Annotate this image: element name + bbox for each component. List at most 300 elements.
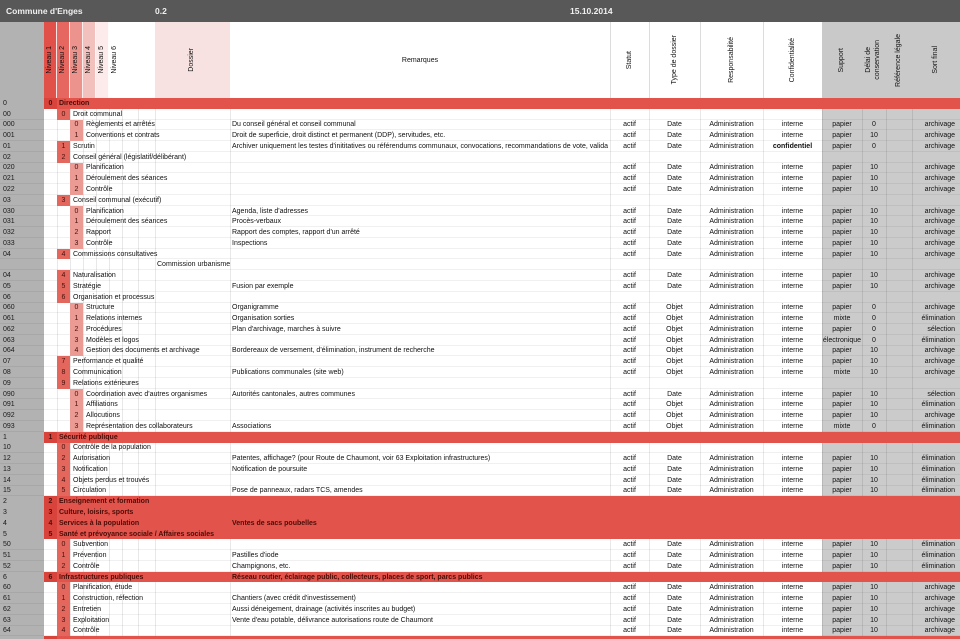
responsabilite-cell[interactable]: Administration [709, 186, 754, 193]
remark-cell[interactable]: Notification de poursuite [232, 465, 308, 473]
delai-conservation-cell[interactable]: 10 [870, 595, 878, 603]
dossier-title-cell[interactable]: Exploitation [73, 616, 110, 624]
niveau-2-number-cell[interactable]: 4 [57, 475, 70, 486]
type-dossier-cell[interactable]: Date [667, 465, 682, 473]
sort-final-cell[interactable]: élimination [921, 315, 955, 323]
delai-conservation-cell[interactable]: 10 [870, 584, 878, 592]
niveau-2-number-cell[interactable]: 7 [57, 356, 70, 367]
confidentialite-cell[interactable]: interne [781, 250, 804, 258]
delai-conservation-cell[interactable]: 10 [870, 627, 878, 635]
sort-final-cell[interactable] [912, 152, 958, 163]
niveau-2-number-cell[interactable]: 8 [57, 367, 70, 378]
type-dossier-cell[interactable] [649, 378, 700, 389]
responsabilite-cell[interactable]: Administration [709, 390, 754, 398]
row-code-cell[interactable]: 04 [3, 272, 11, 280]
row-code-cell[interactable]: 51 [3, 552, 11, 560]
row-code-cell[interactable]: 5 [3, 530, 7, 538]
niveau-2-number-cell[interactable]: 4 [57, 270, 70, 281]
row-code-cell[interactable]: 030 [3, 207, 15, 215]
confidentialite-cell[interactable]: interne [781, 541, 804, 549]
responsabilite-cell[interactable]: Administration [709, 465, 754, 473]
type-dossier-cell[interactable]: Date [667, 272, 682, 280]
niveau-3-number-cell[interactable]: 2 [70, 227, 83, 238]
niveau-2-number-cell[interactable]: 5 [57, 486, 70, 497]
confidentialite-cell[interactable] [763, 195, 822, 206]
reference-legale-cell[interactable] [886, 313, 912, 324]
dossier-title-cell[interactable]: Contrôle [86, 186, 113, 193]
sort-final-cell[interactable] [912, 378, 958, 389]
support-cell[interactable]: papier [832, 272, 852, 280]
type-dossier-cell[interactable] [649, 443, 700, 454]
row-code-cell[interactable]: 062 [3, 325, 15, 333]
sort-final-cell[interactable]: archivage [924, 239, 955, 247]
remark-cell[interactable]: Ventes de sacs poubelles [232, 519, 317, 527]
support-cell[interactable]: papier [832, 595, 852, 603]
dossier-title-cell[interactable]: Objets perdus et trouvés [73, 476, 150, 484]
dossier-title-cell[interactable]: Construction, réfection [73, 595, 144, 603]
delai-conservation-cell[interactable]: 10 [870, 562, 878, 570]
sort-final-cell[interactable]: archivage [924, 121, 955, 129]
statut-cell[interactable]: actif [623, 605, 636, 613]
confidentialite-cell[interactable]: interne [781, 121, 804, 129]
sort-final-cell[interactable]: archivage [924, 272, 955, 280]
support-cell[interactable]: papier [832, 541, 852, 549]
support-cell[interactable]: papier [832, 465, 852, 473]
type-dossier-cell[interactable]: Objet [666, 358, 683, 366]
sort-final-cell[interactable]: archivage [924, 347, 955, 355]
reference-legale-cell[interactable] [886, 130, 912, 141]
niveau-2-number-cell[interactable]: 2 [57, 561, 70, 572]
delai-conservation-cell[interactable] [862, 378, 886, 389]
remark-cell[interactable]: Plan d'archivage, marches à suivre [232, 325, 341, 333]
row-code-cell[interactable] [0, 259, 44, 270]
type-dossier-cell[interactable]: Objet [666, 422, 683, 430]
statut-cell[interactable]: actif [623, 121, 636, 129]
niveau-3-number-cell[interactable]: 2 [70, 184, 83, 195]
statut-cell[interactable]: actif [623, 132, 636, 140]
support-cell[interactable]: papier [832, 616, 852, 624]
support-cell[interactable]: papier [832, 282, 852, 290]
responsabilite-cell[interactable]: Administration [709, 627, 754, 635]
niveau-2-number-cell[interactable]: 2 [57, 152, 70, 163]
sort-final-cell[interactable]: archivage [924, 132, 955, 140]
responsabilite-cell[interactable]: Administration [709, 239, 754, 247]
delai-conservation-cell[interactable]: 10 [870, 282, 878, 290]
row-code-cell[interactable]: 0 [3, 99, 7, 107]
delai-conservation-cell[interactable]: 0 [872, 315, 876, 323]
confidentialite-cell[interactable]: interne [781, 487, 804, 495]
type-dossier-cell[interactable]: Date [667, 552, 682, 560]
reference-legale-cell[interactable] [886, 281, 912, 292]
reference-legale-cell[interactable] [886, 324, 912, 335]
type-dossier-cell[interactable] [649, 195, 700, 206]
type-dossier-cell[interactable]: Date [667, 207, 682, 215]
dossier-title-cell[interactable]: Prévention [73, 552, 107, 560]
statut-cell[interactable]: actif [623, 186, 636, 193]
confidentialite-cell[interactable]: interne [781, 218, 804, 226]
statut-cell[interactable]: actif [623, 229, 636, 237]
remark-cell[interactable]: Champignons, etc. [232, 562, 291, 570]
sort-final-cell[interactable]: élimination [921, 455, 955, 463]
statut-cell[interactable]: actif [623, 455, 636, 463]
sort-final-cell[interactable]: élimination [921, 422, 955, 430]
sort-final-cell[interactable]: élimination [921, 476, 955, 484]
niveau-1-number-cell[interactable]: 3 [44, 507, 57, 518]
dossier-title-cell[interactable]: Planification [86, 164, 124, 172]
row-code-cell[interactable]: 06 [3, 293, 11, 301]
reference-legale-cell[interactable] [886, 410, 912, 421]
support-cell[interactable]: papier [832, 627, 852, 635]
confidentialite-cell[interactable]: interne [781, 412, 804, 420]
row-code-cell[interactable]: 060 [3, 304, 15, 312]
confidentialite-cell[interactable]: interne [781, 369, 804, 377]
row-code-cell[interactable]: 61 [3, 595, 11, 603]
remark-cell[interactable]: Procès-verbaux [232, 218, 282, 226]
delai-conservation-cell[interactable]: 10 [870, 347, 878, 355]
reference-legale-cell[interactable] [886, 453, 912, 464]
type-dossier-cell[interactable]: Date [667, 121, 682, 129]
confidentialite-cell[interactable] [763, 109, 822, 120]
confidentialite-cell[interactable]: interne [781, 315, 804, 323]
sort-final-cell[interactable]: archivage [924, 186, 955, 193]
statut-cell[interactable] [610, 152, 649, 163]
confidentialite-cell[interactable]: interne [781, 304, 804, 312]
niveau-1-number-cell[interactable]: 4 [44, 518, 57, 529]
niveau-2-number-cell[interactable]: 0 [57, 582, 70, 593]
statut-cell[interactable] [610, 378, 649, 389]
type-dossier-cell[interactable]: Date [667, 175, 682, 183]
remark-cell[interactable]: Organisation sorties [232, 315, 295, 323]
responsabilite-cell[interactable] [700, 443, 763, 454]
statut-cell[interactable]: actif [623, 164, 636, 172]
responsabilite-cell[interactable] [700, 259, 763, 270]
niveau-1-number-cell[interactable]: 6 [44, 572, 57, 583]
niveau-2-number-cell[interactable]: 1 [57, 550, 70, 561]
row-code-cell[interactable]: 000 [3, 121, 15, 129]
sort-final-cell[interactable]: sélection [927, 390, 955, 398]
row-code-cell[interactable]: 15 [3, 487, 11, 495]
delai-conservation-cell[interactable]: 10 [870, 239, 878, 247]
dossier-title-cell[interactable]: Culture, loisirs, sports [59, 508, 134, 516]
row-code-cell[interactable]: 62 [3, 605, 11, 613]
remark-cell[interactable]: Vente d'eau potable, délivrance autorisations route de Chaumont [232, 616, 433, 624]
dossier-title-cell[interactable]: Relations internes [86, 315, 143, 323]
confidentialite-cell[interactable]: interne [781, 347, 804, 355]
row-code-cell[interactable]: 3 [3, 508, 7, 516]
delai-conservation-cell[interactable]: 10 [870, 552, 878, 560]
support-cell[interactable] [822, 292, 862, 303]
responsabilite-cell[interactable]: Administration [709, 605, 754, 613]
reference-legale-cell[interactable] [886, 539, 912, 550]
dossier-title-cell[interactable]: Conseil communal (exécutif) [73, 196, 162, 204]
row-code-cell[interactable]: 063 [3, 336, 15, 344]
support-cell[interactable]: papier [832, 562, 852, 570]
remark-cell[interactable]: Autorités cantonales, autres communes [232, 390, 355, 398]
dossier-title-cell[interactable]: Procédures [86, 325, 122, 333]
confidentialite-cell[interactable]: interne [781, 422, 804, 430]
dossier-title-cell[interactable]: Affiliations [86, 401, 118, 409]
row-code-cell[interactable]: 60 [3, 584, 11, 592]
dossier-title-cell[interactable]: Conseil général (législatif/délibérant) [73, 153, 187, 161]
dossier-title-cell[interactable]: Contrôle [86, 239, 113, 247]
statut-cell[interactable]: actif [623, 552, 636, 560]
dossier-title-cell[interactable]: Performance et qualité [73, 358, 144, 366]
type-dossier-cell[interactable]: Date [667, 595, 682, 603]
reference-legale-cell[interactable] [886, 249, 912, 260]
responsabilite-cell[interactable]: Administration [709, 616, 754, 624]
row-code-cell[interactable]: 05 [3, 282, 11, 290]
type-dossier-cell[interactable]: Date [667, 250, 682, 258]
type-dossier-cell[interactable] [649, 259, 700, 270]
row-code-cell[interactable]: 090 [3, 390, 15, 398]
responsabilite-cell[interactable]: Administration [709, 304, 754, 312]
statut-cell[interactable]: actif [623, 358, 636, 366]
type-dossier-cell[interactable]: Objet [666, 325, 683, 333]
niveau-3-number-cell[interactable]: 0 [70, 120, 83, 131]
sort-final-cell[interactable] [912, 109, 958, 120]
confidentialite-cell[interactable]: interne [781, 605, 804, 613]
support-cell[interactable]: mixte [833, 369, 851, 377]
reference-legale-cell[interactable] [886, 378, 912, 389]
niveau-2-number-cell[interactable]: 1 [57, 593, 70, 604]
niveau-2-number-cell[interactable]: 2 [57, 604, 70, 615]
statut-cell[interactable]: actif [623, 325, 636, 333]
statut-cell[interactable]: actif [623, 595, 636, 603]
confidentialite-cell[interactable]: interne [781, 358, 804, 366]
sort-final-cell[interactable]: archivage [924, 627, 955, 635]
reference-legale-cell[interactable] [886, 206, 912, 217]
dossier-title-cell[interactable]: Autorisation [73, 455, 110, 463]
reference-legale-cell[interactable] [886, 163, 912, 174]
sort-final-cell[interactable]: archivage [924, 605, 955, 613]
support-cell[interactable]: papier [832, 325, 852, 333]
reference-legale-cell[interactable] [886, 464, 912, 475]
sort-final-cell[interactable] [912, 195, 958, 206]
type-dossier-cell[interactable]: Date [667, 164, 682, 172]
row-code-cell[interactable]: 020 [3, 164, 15, 172]
type-dossier-cell[interactable]: Date [667, 390, 682, 398]
row-code-cell[interactable]: 10 [3, 444, 11, 452]
reference-legale-cell[interactable] [886, 443, 912, 454]
row-code-cell[interactable]: 00 [3, 110, 11, 118]
dossier-title-cell[interactable]: Déroulement des séances [86, 218, 168, 226]
sort-final-cell[interactable]: archivage [924, 584, 955, 592]
niveau-3-number-cell[interactable]: 0 [70, 163, 83, 174]
niveau-2-number-cell[interactable]: 0 [57, 443, 70, 454]
type-dossier-cell[interactable]: Date [667, 239, 682, 247]
support-cell[interactable] [822, 152, 862, 163]
dossier-title-cell[interactable]: Déroulement des séances [86, 175, 168, 183]
confidentialite-cell[interactable] [763, 152, 822, 163]
row-code-cell[interactable]: 03 [3, 196, 11, 204]
delai-conservation-cell[interactable]: 0 [872, 422, 876, 430]
row-code-cell[interactable]: 52 [3, 562, 11, 570]
responsabilite-cell[interactable] [700, 195, 763, 206]
reference-legale-cell[interactable] [886, 195, 912, 206]
niveau-2-number-cell[interactable]: 1 [57, 141, 70, 152]
niveau-1-number-cell[interactable]: 2 [44, 496, 57, 507]
reference-legale-cell[interactable] [886, 152, 912, 163]
niveau-2-number-cell[interactable]: 3 [57, 615, 70, 626]
reference-legale-cell[interactable] [886, 389, 912, 400]
support-cell[interactable]: papier [832, 250, 852, 258]
row-code-cell[interactable]: 13 [3, 465, 11, 473]
reference-legale-cell[interactable] [886, 335, 912, 346]
dossier-title-cell[interactable]: Relations extérieures [73, 379, 139, 387]
type-dossier-cell[interactable]: Objet [666, 369, 683, 377]
dossier-title-cell[interactable]: Planification, étude [73, 584, 133, 592]
remark-cell[interactable]: Archiver uniquement les testes d'inititatives ou référendums communaux, convocations, recommandations de vote, valida [232, 142, 609, 150]
delai-conservation-cell[interactable]: 10 [870, 186, 878, 193]
niveau-3-number-cell[interactable]: 1 [70, 399, 83, 410]
reference-legale-cell[interactable] [886, 184, 912, 195]
niveau-3-number-cell[interactable]: 1 [70, 216, 83, 227]
confidentialite-cell[interactable]: interne [781, 336, 804, 344]
confidentialite-cell[interactable]: interne [781, 401, 804, 409]
reference-legale-cell[interactable] [886, 593, 912, 604]
row-code-cell[interactable]: 12 [3, 455, 11, 463]
reference-legale-cell[interactable] [886, 475, 912, 486]
confidentialite-cell[interactable]: interne [781, 476, 804, 484]
reference-legale-cell[interactable] [886, 346, 912, 357]
dossier-title-cell[interactable]: Commissions consultatives [73, 250, 158, 258]
support-cell[interactable]: papier [832, 175, 852, 183]
delai-conservation-cell[interactable]: 0 [872, 142, 876, 150]
reference-legale-cell[interactable] [886, 626, 912, 637]
row-code-cell[interactable]: 64 [3, 627, 11, 635]
remark-cell[interactable]: Fusion par exemple [232, 282, 294, 290]
row-code-cell[interactable]: 001 [3, 132, 15, 140]
dossier-title-cell[interactable]: Représentation des collaborateurs [86, 422, 193, 430]
responsabilite-cell[interactable] [700, 378, 763, 389]
responsabilite-cell[interactable]: Administration [709, 218, 754, 226]
sort-final-cell[interactable]: archivage [924, 358, 955, 366]
niveau-3-number-cell[interactable]: 0 [70, 303, 83, 314]
statut-cell[interactable]: actif [623, 369, 636, 377]
confidentialite-cell[interactable]: interne [781, 272, 804, 280]
type-dossier-cell[interactable]: Objet [666, 347, 683, 355]
support-cell[interactable]: mixte [833, 315, 851, 323]
dossier-title-cell[interactable]: Naturalisation [73, 272, 116, 280]
reference-legale-cell[interactable] [886, 259, 912, 270]
niveau-2-number-cell[interactable]: 9 [57, 378, 70, 389]
support-cell[interactable]: mixte [833, 422, 851, 430]
niveau-3-number-cell[interactable]: 1 [70, 130, 83, 141]
row-code-cell[interactable]: 091 [3, 401, 15, 409]
responsabilite-cell[interactable]: Administration [709, 369, 754, 377]
delai-conservation-cell[interactable]: 10 [870, 476, 878, 484]
delai-conservation-cell[interactable]: 10 [870, 541, 878, 549]
sort-final-cell[interactable]: archivage [924, 229, 955, 237]
confidentialite-cell[interactable]: interne [781, 282, 804, 290]
responsabilite-cell[interactable]: Administration [709, 132, 754, 140]
responsabilite-cell[interactable]: Administration [709, 121, 754, 129]
dossier-title-cell[interactable]: Stratégie [73, 282, 102, 290]
sort-final-cell[interactable]: archivage [924, 369, 955, 377]
reference-legale-cell[interactable] [886, 356, 912, 367]
statut-cell[interactable]: actif [623, 282, 636, 290]
support-cell[interactable]: papier [832, 218, 852, 226]
delai-conservation-cell[interactable]: 10 [870, 616, 878, 624]
responsabilite-cell[interactable] [700, 292, 763, 303]
row-code-cell[interactable]: 04 [3, 250, 11, 258]
dossier-title-cell[interactable]: Entretien [73, 605, 102, 613]
row-code-cell[interactable]: 022 [3, 186, 15, 193]
row-code-cell[interactable]: 092 [3, 412, 15, 420]
statut-cell[interactable] [610, 109, 649, 120]
responsabilite-cell[interactable]: Administration [709, 422, 754, 430]
statut-cell[interactable]: actif [623, 347, 636, 355]
responsabilite-cell[interactable]: Administration [709, 282, 754, 290]
sort-final-cell[interactable]: élimination [921, 552, 955, 560]
dossier-title-cell[interactable]: Direction [59, 99, 90, 107]
confidentialite-cell[interactable]: interne [781, 239, 804, 247]
dossier-title-cell[interactable]: Subvention [73, 541, 109, 549]
type-dossier-cell[interactable]: Date [667, 487, 682, 495]
responsabilite-cell[interactable]: Administration [709, 358, 754, 366]
type-dossier-cell[interactable]: Date [667, 562, 682, 570]
niveau-3-number-cell[interactable]: 1 [70, 313, 83, 324]
row-code-cell[interactable]: 07 [3, 358, 11, 366]
dossier-title-cell[interactable]: Santé et prévoyance sociale / Affaires sociales [59, 530, 214, 538]
responsabilite-cell[interactable]: Administration [709, 476, 754, 484]
delai-conservation-cell[interactable]: 10 [870, 218, 878, 226]
support-cell[interactable]: papier [832, 605, 852, 613]
support-cell[interactable]: papier [832, 455, 852, 463]
niveau-3-number-cell[interactable]: 3 [70, 238, 83, 249]
niveau-1-number-cell[interactable]: 5 [44, 529, 57, 540]
reference-legale-cell[interactable] [886, 486, 912, 497]
responsabilite-cell[interactable]: Administration [709, 164, 754, 172]
sort-final-cell[interactable]: archivage [924, 218, 955, 226]
row-code-cell[interactable]: 01 [3, 142, 11, 150]
delai-conservation-cell[interactable]: 10 [870, 358, 878, 366]
type-dossier-cell[interactable]: Objet [666, 336, 683, 344]
delai-conservation-cell[interactable] [862, 109, 886, 120]
niveau-3-number-cell[interactable]: 2 [70, 324, 83, 335]
row-code-cell[interactable]: 6 [3, 573, 7, 581]
responsabilite-cell[interactable]: Administration [709, 487, 754, 495]
support-cell[interactable]: papier [832, 390, 852, 398]
type-dossier-cell[interactable]: Objet [666, 401, 683, 409]
delai-conservation-cell[interactable]: 10 [870, 455, 878, 463]
type-dossier-cell[interactable]: Date [667, 142, 682, 150]
delai-conservation-cell[interactable]: 10 [870, 369, 878, 377]
delai-conservation-cell[interactable]: 10 [870, 401, 878, 409]
sort-final-cell[interactable]: archivage [924, 207, 955, 215]
support-cell[interactable]: papier [832, 229, 852, 237]
remark-cell[interactable]: Inspections [232, 239, 268, 247]
support-cell[interactable]: papier [832, 121, 852, 129]
row-code-cell[interactable]: 02 [3, 153, 11, 161]
sort-final-cell[interactable]: élimination [921, 401, 955, 409]
statut-cell[interactable]: actif [623, 627, 636, 635]
niveau-2-number-cell[interactable]: 3 [57, 195, 70, 206]
confidentialite-cell[interactable]: interne [781, 390, 804, 398]
dossier-title-cell[interactable]: Gestion des documents et archivage [86, 347, 200, 355]
dossier-title-cell[interactable]: Sécurité publique [59, 433, 118, 441]
dossier-title-cell[interactable]: Organisation et processus [73, 293, 155, 301]
delai-conservation-cell[interactable]: 10 [870, 605, 878, 613]
statut-cell[interactable]: actif [623, 272, 636, 280]
support-cell[interactable] [822, 259, 862, 270]
reference-legale-cell[interactable] [886, 421, 912, 432]
statut-cell[interactable]: actif [623, 250, 636, 258]
niveau-3-number-cell[interactable]: 2 [70, 410, 83, 421]
niveau-3-number-cell[interactable]: 0 [70, 206, 83, 217]
responsabilite-cell[interactable] [700, 152, 763, 163]
dossier-title-cell[interactable]: Services à la population [59, 519, 140, 527]
